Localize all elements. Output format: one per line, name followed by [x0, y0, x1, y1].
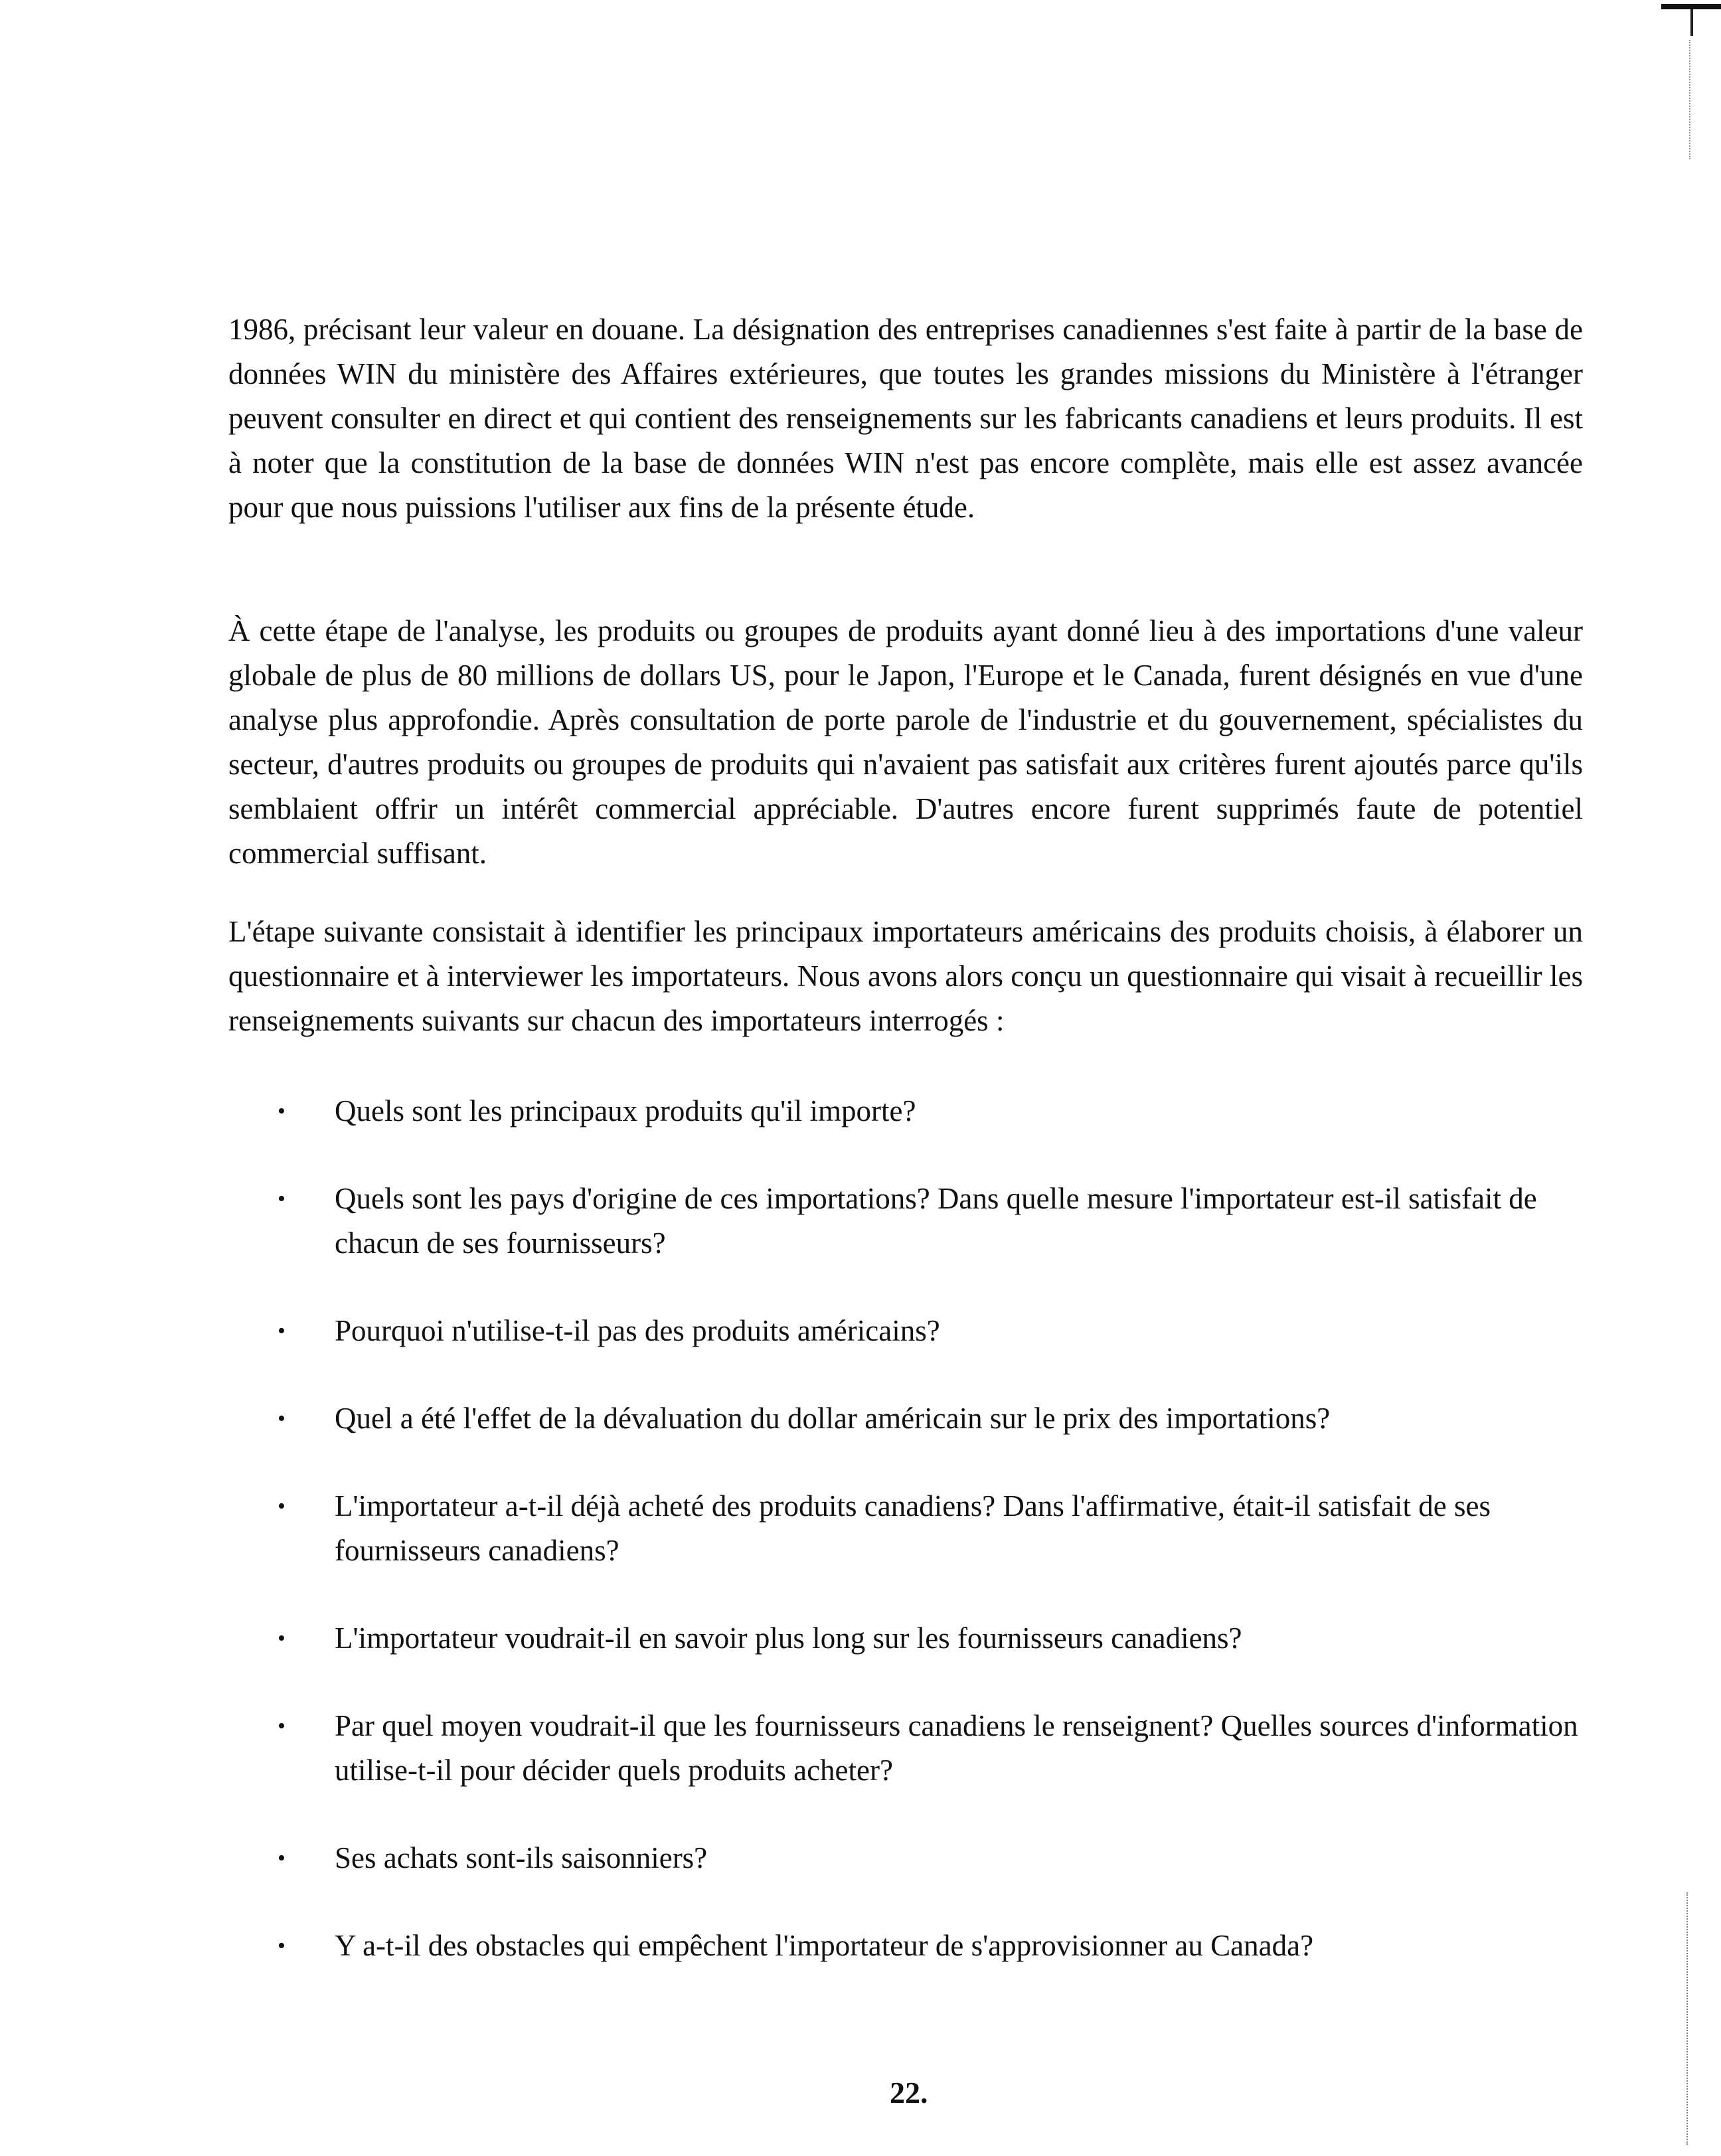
question-text: Ses achats sont-ils saisonniers? — [335, 1841, 708, 1874]
list-item — [266, 1704, 1583, 1793]
bullet-icon: • — [278, 1494, 286, 1519]
bullet-icon: • — [278, 1406, 286, 1431]
list-item — [266, 1089, 1583, 1133]
scan-corner-mark — [1661, 4, 1721, 9]
bullet-icon: • — [278, 1934, 286, 1958]
scan-edge-marks-bottom — [1686, 1892, 1689, 2145]
question-text: Y a-t-il des obstacles qui empêchent l'importateur de s'approvisionner au Canada? — [335, 1929, 1314, 1962]
scan-edge-marks — [1689, 40, 1692, 159]
scan-corner-tick — [1690, 9, 1693, 36]
list-item — [266, 1924, 1583, 1968]
list-item — [266, 1309, 1583, 1353]
questionnaire-list — [266, 1089, 1583, 2011]
bullet-icon: • — [278, 1187, 286, 1211]
bullet-icon: • — [278, 1714, 286, 1738]
question-text: L'importateur voudrait-il en savoir plus long sur les fournisseurs canadiens? — [335, 1621, 1242, 1655]
list-item — [266, 1836, 1583, 1880]
list-item — [266, 1177, 1583, 1266]
question-text: Pourquoi n'utilise-t-il pas des produits américains? — [335, 1314, 940, 1347]
question-text: Quels sont les principaux produits qu'il importe? — [335, 1094, 916, 1127]
bullet-icon: • — [278, 1846, 286, 1870]
page-number: 22. — [890, 2076, 928, 2110]
paragraph-product-selection: À cette étape de l'analyse, les produits ou groupes de produits ayant donné lieu à des importations d'une valeur globale de plus de 80 millions de dollars US, pour le Japon, l'Europe et le Canada, furent désignés en vue d'une analyse plus approfondie. Après consultation de porte parole de l'industrie et du gouvernement, spécialistes du secteur, d'autres produits ou groupes de produits qui n'avaient pas satisfait aux critères furent ajoutés parce qu'ils semblaient offrir un intérêt commercial appréciable. D'autres encore furent supprimés faute de potentiel commercial suffisant. — [228, 614, 1583, 870]
question-text: L'importateur a-t-il déjà acheté des produits canadiens? Dans l'affirmative, était-il satisfait de ses fournisseurs canadiens? — [335, 1489, 1491, 1567]
paragraph-questionnaire-intro: L'étape suivante consistait à identifier les principaux importateurs américains des produits choisis, à élaborer un questionnaire et à interviewer les importateurs. Nous avons alors conçu un questionnaire qui visait à recueillir les renseignements suivants sur chacun des importateurs interrogés : — [228, 915, 1583, 1037]
bullet-icon: • — [278, 1319, 286, 1343]
list-item — [266, 1484, 1583, 1573]
question-text: Quel a été l'effet de la dévaluation du dollar américain sur le prix des importations? — [335, 1402, 1331, 1435]
bullet-icon: • — [278, 1099, 286, 1123]
list-item — [266, 1616, 1583, 1661]
bullet-icon: • — [278, 1626, 286, 1651]
question-text: Par quel moyen voudrait-il que les fournisseurs canadiens le renseignent? Quelles sources d'information utilise-t-il pour décider quels produits acheter? — [335, 1709, 1578, 1787]
paragraph-methodology: 1986, précisant leur valeur en douane. La désignation des entreprises canadiennes s'est faite à partir de la base de données WIN du ministère des Affaires extérieures, que toutes les grandes missions du Ministère à l'étranger peuvent consulter en direct et qui contient des renseignements sur les fabricants canadiens et leurs produits. Il est à noter que la constitution de la base de données WIN n'est pas encore complète, mais elle est assez avancée pour que nous puissions l'utiliser aux fins de la présente étude. — [228, 313, 1583, 524]
question-text: Quels sont les pays d'origine de ces importations? Dans quelle mesure l'importateur est-il satisfait de chacun de ses fournisseurs? — [335, 1182, 1537, 1260]
list-item — [266, 1396, 1583, 1441]
